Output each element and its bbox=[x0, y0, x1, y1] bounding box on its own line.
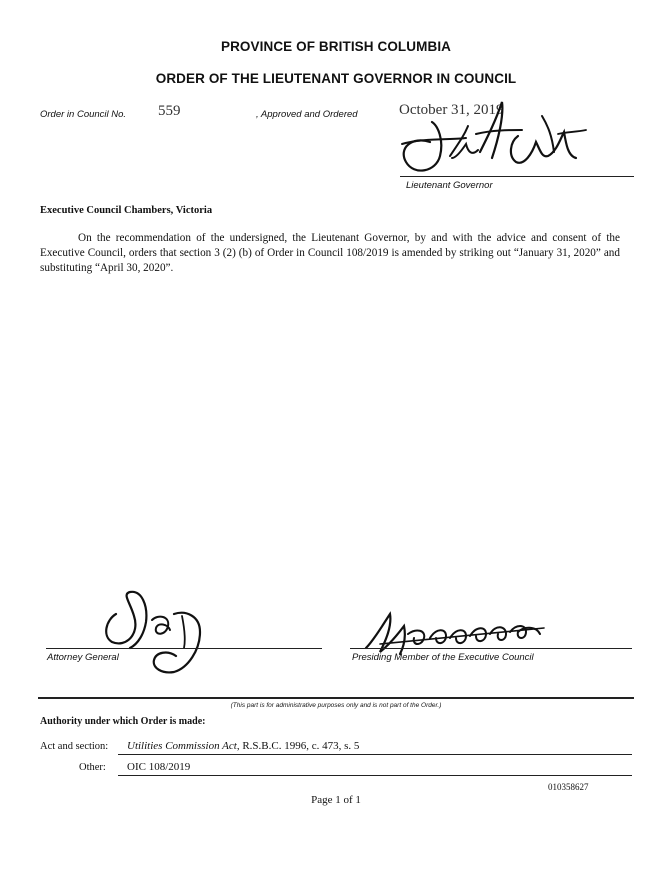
act-section-value bbox=[127, 740, 359, 752]
act-citation: , R.S.B.C. 1996, c. 473, s. 5 bbox=[236, 740, 360, 752]
lieutenant-governor-signature bbox=[392, 96, 592, 186]
other-line bbox=[118, 775, 632, 776]
act-name: Utilities Commission Act bbox=[127, 740, 237, 752]
admin-divider bbox=[38, 697, 634, 699]
act-section-label: Act and section: bbox=[40, 741, 109, 752]
order-body-paragraph: On the recommendation of the undersigned, the Lieutenant Governor, by and with the advice and consent of the Executive Council, orders that section 3 (2) (b) of Order in Council 108/2019 is amended by striking out “January 31, 2020” and substituting “April 30, 2020”. bbox=[40, 232, 620, 275]
order-number: 559 bbox=[158, 103, 181, 119]
other-value: OIC 108/2019 bbox=[127, 761, 191, 773]
attorney-general-signature bbox=[96, 586, 216, 678]
attorney-general-caption: Attorney General bbox=[47, 652, 119, 663]
order-title: ORDER OF THE LIEUTENANT GOVERNOR IN COUNCIL bbox=[155, 71, 517, 86]
chambers-heading: Executive Council Chambers, Victoria bbox=[40, 205, 213, 216]
other-label: Other: bbox=[79, 762, 106, 773]
lieutenant-governor-line bbox=[400, 176, 634, 177]
lieutenant-governor-caption: Lieutenant Governor bbox=[406, 180, 493, 191]
presiding-member-line bbox=[350, 648, 632, 649]
page-number: Page 1 of 1 bbox=[311, 794, 361, 806]
document-number: 010358627 bbox=[548, 782, 589, 792]
order-date: October 31, 2019 bbox=[399, 102, 504, 118]
act-section-line bbox=[118, 754, 632, 755]
admin-note: (This part is for administrative purposes only and is not part of the Order.) bbox=[230, 702, 442, 709]
attorney-general-line bbox=[46, 648, 322, 649]
approved-label: , Approved and Ordered bbox=[256, 109, 358, 120]
authority-heading: Authority under which Order is made: bbox=[40, 716, 206, 727]
order-number-label: Order in Council No. bbox=[40, 109, 127, 120]
province-heading: PROVINCE OF BRITISH COLUMBIA bbox=[220, 39, 452, 54]
presiding-member-caption: Presiding Member of the Executive Council bbox=[352, 652, 534, 663]
